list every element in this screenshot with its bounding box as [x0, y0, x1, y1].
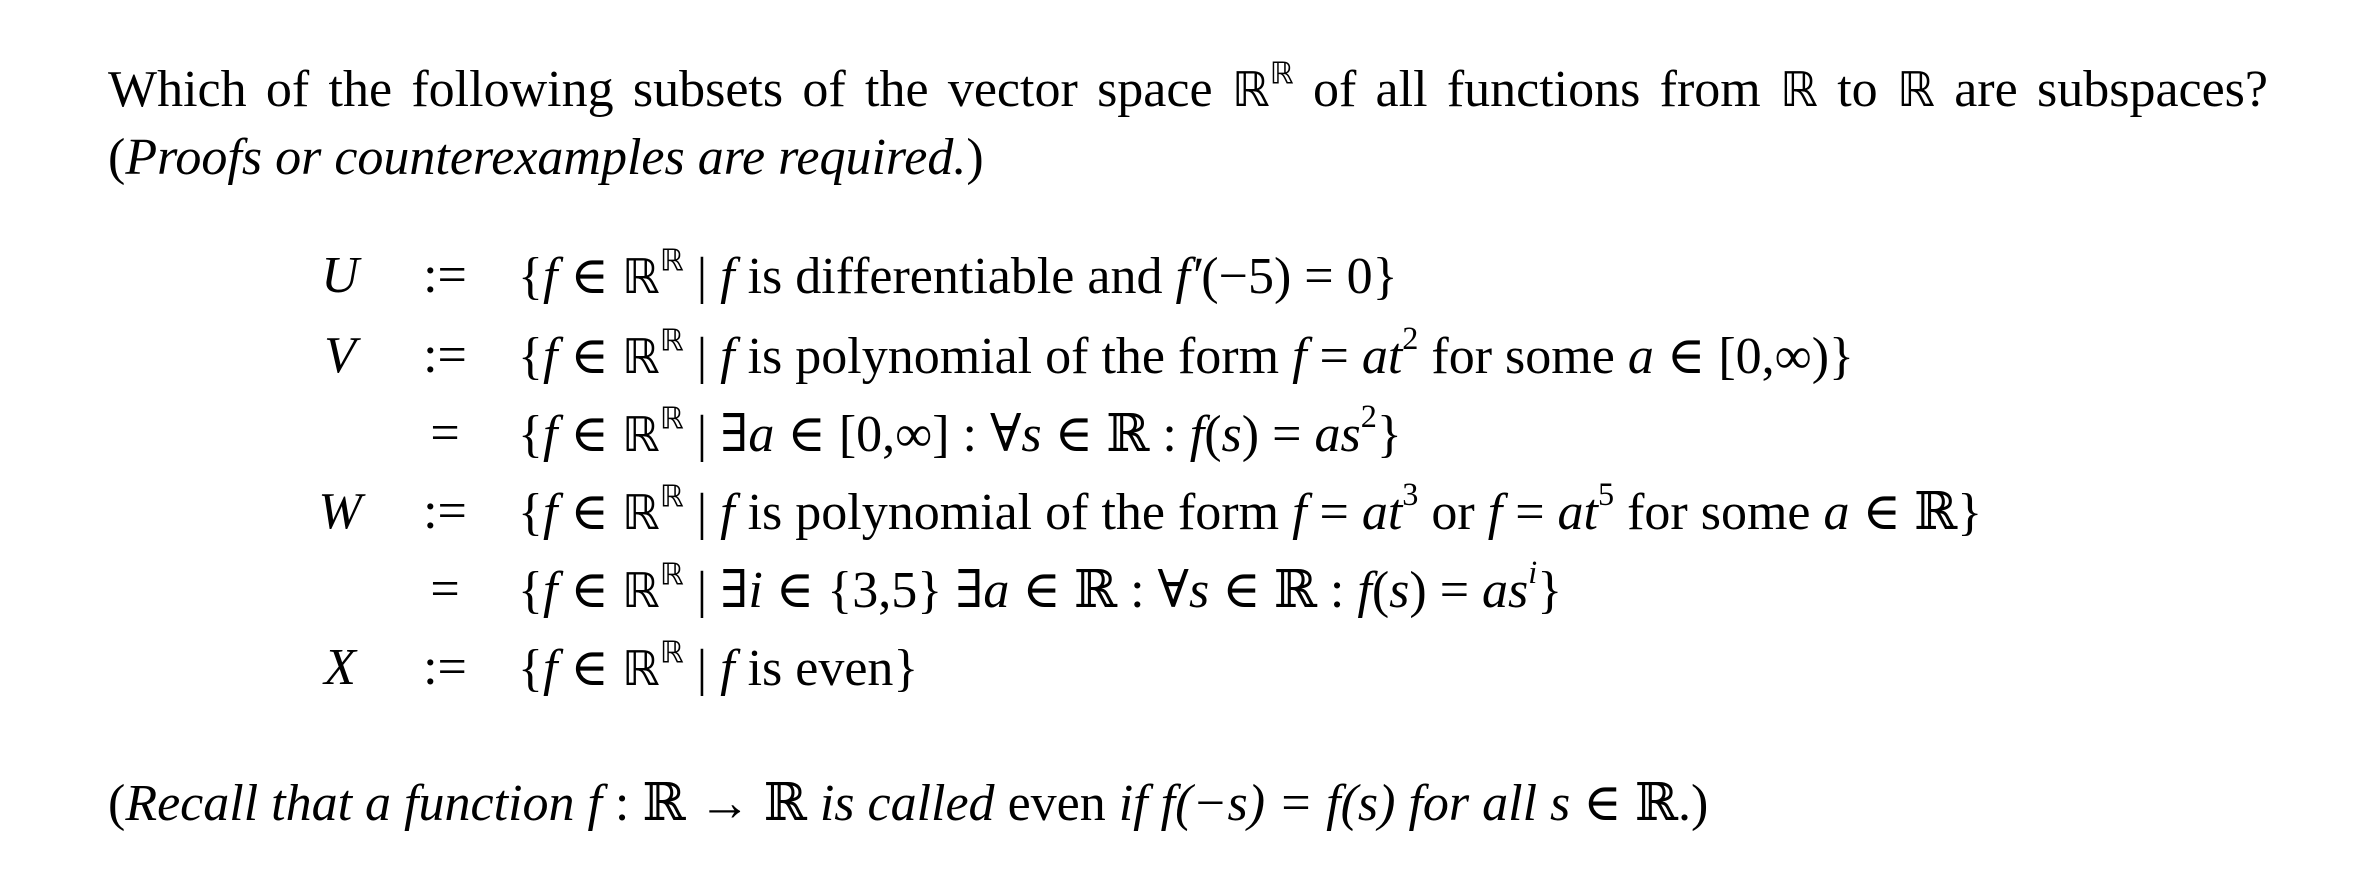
- sym: =: [1306, 484, 1362, 541]
- set-expression: [518, 397, 1402, 464]
- definition-operator: :=: [423, 327, 467, 384]
- sym: ) =: [1409, 562, 1483, 619]
- equals-operator: =: [430, 405, 460, 462]
- var: f′: [1175, 248, 1202, 305]
- reals-symbol: ℝ: [1780, 63, 1818, 118]
- text: is differentiable and: [734, 248, 1176, 305]
- exponent: 3: [1402, 475, 1419, 512]
- reals-symbol: ℝ: [621, 642, 660, 697]
- set-expression: [518, 319, 1854, 386]
- var: f: [542, 328, 558, 385]
- reals-exponent: ℝ: [659, 243, 684, 279]
- text: is polynomial of the form: [734, 484, 1293, 541]
- var: a: [983, 562, 1010, 619]
- var: f: [720, 248, 735, 305]
- text: ∈ [0,∞)}: [1653, 328, 1854, 385]
- exponent: 2: [1402, 319, 1419, 356]
- paren: (: [108, 775, 126, 832]
- text: (−5) = 0}: [1201, 248, 1398, 305]
- question-line-1: [108, 56, 2268, 125]
- equals-operator: =: [430, 561, 460, 618]
- paren: ): [966, 129, 984, 186]
- sym: | ∃: [683, 406, 749, 463]
- exponent: i: [1528, 553, 1538, 590]
- sym: ∈ [0,∞] : ∀: [774, 406, 1022, 463]
- text: ∈ ℝ}: [1849, 484, 1983, 541]
- sym: =: [1306, 328, 1362, 385]
- brace: }: [1537, 562, 1563, 619]
- reals-exponent: ℝ: [659, 323, 684, 359]
- question-text: Which of the following subsets of the vector space: [108, 61, 1232, 118]
- sym: ∈ {3,5} ∃: [762, 562, 984, 619]
- brace: {: [518, 640, 543, 697]
- reals-exponent: ℝ: [659, 401, 684, 437]
- definition-operator: :=: [423, 483, 467, 540]
- var: s: [1389, 562, 1410, 619]
- sym: |: [683, 640, 721, 697]
- text: for some: [1614, 484, 1824, 541]
- reals-exponent: ℝ: [659, 635, 684, 671]
- set-name: W: [318, 483, 362, 540]
- brace: {: [518, 406, 543, 463]
- reals-exponent: ℝ: [1269, 56, 1294, 92]
- reals-symbol: ℝ: [1897, 63, 1935, 118]
- var: i: [748, 562, 763, 619]
- set-expression: [518, 553, 1563, 620]
- reals-symbol: ℝ: [1231, 63, 1270, 118]
- sym: |: [683, 328, 721, 385]
- sym: ∈: [557, 484, 622, 541]
- var: f: [1189, 406, 1205, 463]
- var: f: [1487, 484, 1503, 541]
- var: f: [542, 406, 558, 463]
- var: a: [748, 406, 775, 463]
- note-text: Recall that a function: [125, 775, 588, 832]
- note-text: ∈ ℝ.: [1570, 775, 1691, 832]
- set-expression: [518, 635, 919, 698]
- var: f: [1292, 328, 1307, 385]
- var: f: [542, 562, 558, 619]
- var: f: [542, 484, 558, 541]
- instruction-text: Proofs or counterexamples are required.: [125, 129, 967, 186]
- brace: }: [1376, 406, 1402, 463]
- recall-note: [108, 770, 1708, 838]
- var: s: [1021, 406, 1042, 463]
- text: or: [1418, 484, 1488, 541]
- sym: (: [1371, 562, 1390, 619]
- var: a: [1627, 328, 1654, 385]
- sym: ∈ ℝ : ∀: [1009, 562, 1189, 619]
- even-condition: f(−s) = f(s): [1160, 775, 1396, 832]
- var: at: [1361, 328, 1403, 385]
- sym: ∈: [557, 328, 622, 385]
- brace: {: [518, 328, 543, 385]
- mapping: : ℝ → ℝ: [601, 775, 820, 832]
- var: at: [1557, 484, 1598, 541]
- var: s: [1550, 775, 1571, 832]
- note-text: if: [1118, 775, 1161, 832]
- question-text: of all functions from: [1293, 61, 1781, 118]
- sym: | ∃: [683, 562, 749, 619]
- reals-symbol: ℝ: [621, 330, 660, 385]
- var: at: [1361, 484, 1403, 541]
- sym: =: [1502, 484, 1558, 541]
- sym: |: [683, 484, 721, 541]
- var: f: [587, 775, 602, 832]
- paren: ): [1691, 775, 1709, 832]
- var: s: [1221, 406, 1242, 463]
- question-text: to: [1817, 61, 1897, 118]
- reals-symbol: ℝ: [621, 486, 660, 541]
- var: a: [1823, 484, 1850, 541]
- text: is even}: [734, 640, 919, 697]
- sym: ∈: [557, 562, 622, 619]
- reals-exponent: ℝ: [659, 557, 684, 593]
- defined-term: even: [994, 775, 1119, 832]
- var: f: [542, 640, 558, 697]
- question-text: are subspaces?: [1934, 61, 2268, 118]
- text: is polynomial of the form: [734, 328, 1293, 385]
- reals-symbol: ℝ: [621, 250, 660, 305]
- reals-exponent: ℝ: [659, 479, 684, 515]
- var: f: [720, 328, 735, 385]
- var: f: [542, 248, 558, 305]
- var: f: [1292, 484, 1307, 541]
- brace: {: [518, 484, 543, 541]
- exponent: 5: [1597, 475, 1615, 512]
- note-text: is called: [819, 775, 995, 832]
- var: s: [1188, 562, 1210, 619]
- definition-operator: :=: [423, 639, 467, 696]
- sym: (: [1204, 406, 1222, 463]
- sym: ∈: [557, 406, 622, 463]
- var: as: [1314, 406, 1361, 463]
- sym: ∈ ℝ :: [1041, 406, 1190, 463]
- var: f: [720, 484, 735, 541]
- definition-operator: :=: [423, 247, 467, 304]
- brace: {: [518, 248, 543, 305]
- brace: {: [518, 562, 543, 619]
- note-text: for all: [1395, 775, 1551, 832]
- var: f: [1357, 562, 1372, 619]
- var: f: [720, 640, 735, 697]
- sym: |: [683, 248, 721, 305]
- set-name: V: [324, 327, 356, 384]
- sym: ∈: [557, 248, 622, 305]
- exponent: 2: [1360, 397, 1377, 434]
- question-line-2: [108, 124, 984, 192]
- set-name: U: [321, 247, 359, 304]
- text: for some: [1418, 328, 1628, 385]
- reals-symbol: ℝ: [621, 408, 660, 463]
- paren: (: [108, 129, 126, 186]
- set-name: X: [324, 639, 356, 696]
- set-expression: [518, 475, 1983, 542]
- sym: ) =: [1241, 406, 1315, 463]
- sym: ∈ ℝ :: [1209, 562, 1358, 619]
- set-expression: [518, 243, 1398, 306]
- reals-symbol: ℝ: [621, 564, 660, 619]
- var: as: [1482, 562, 1529, 619]
- sym: ∈: [557, 640, 622, 697]
